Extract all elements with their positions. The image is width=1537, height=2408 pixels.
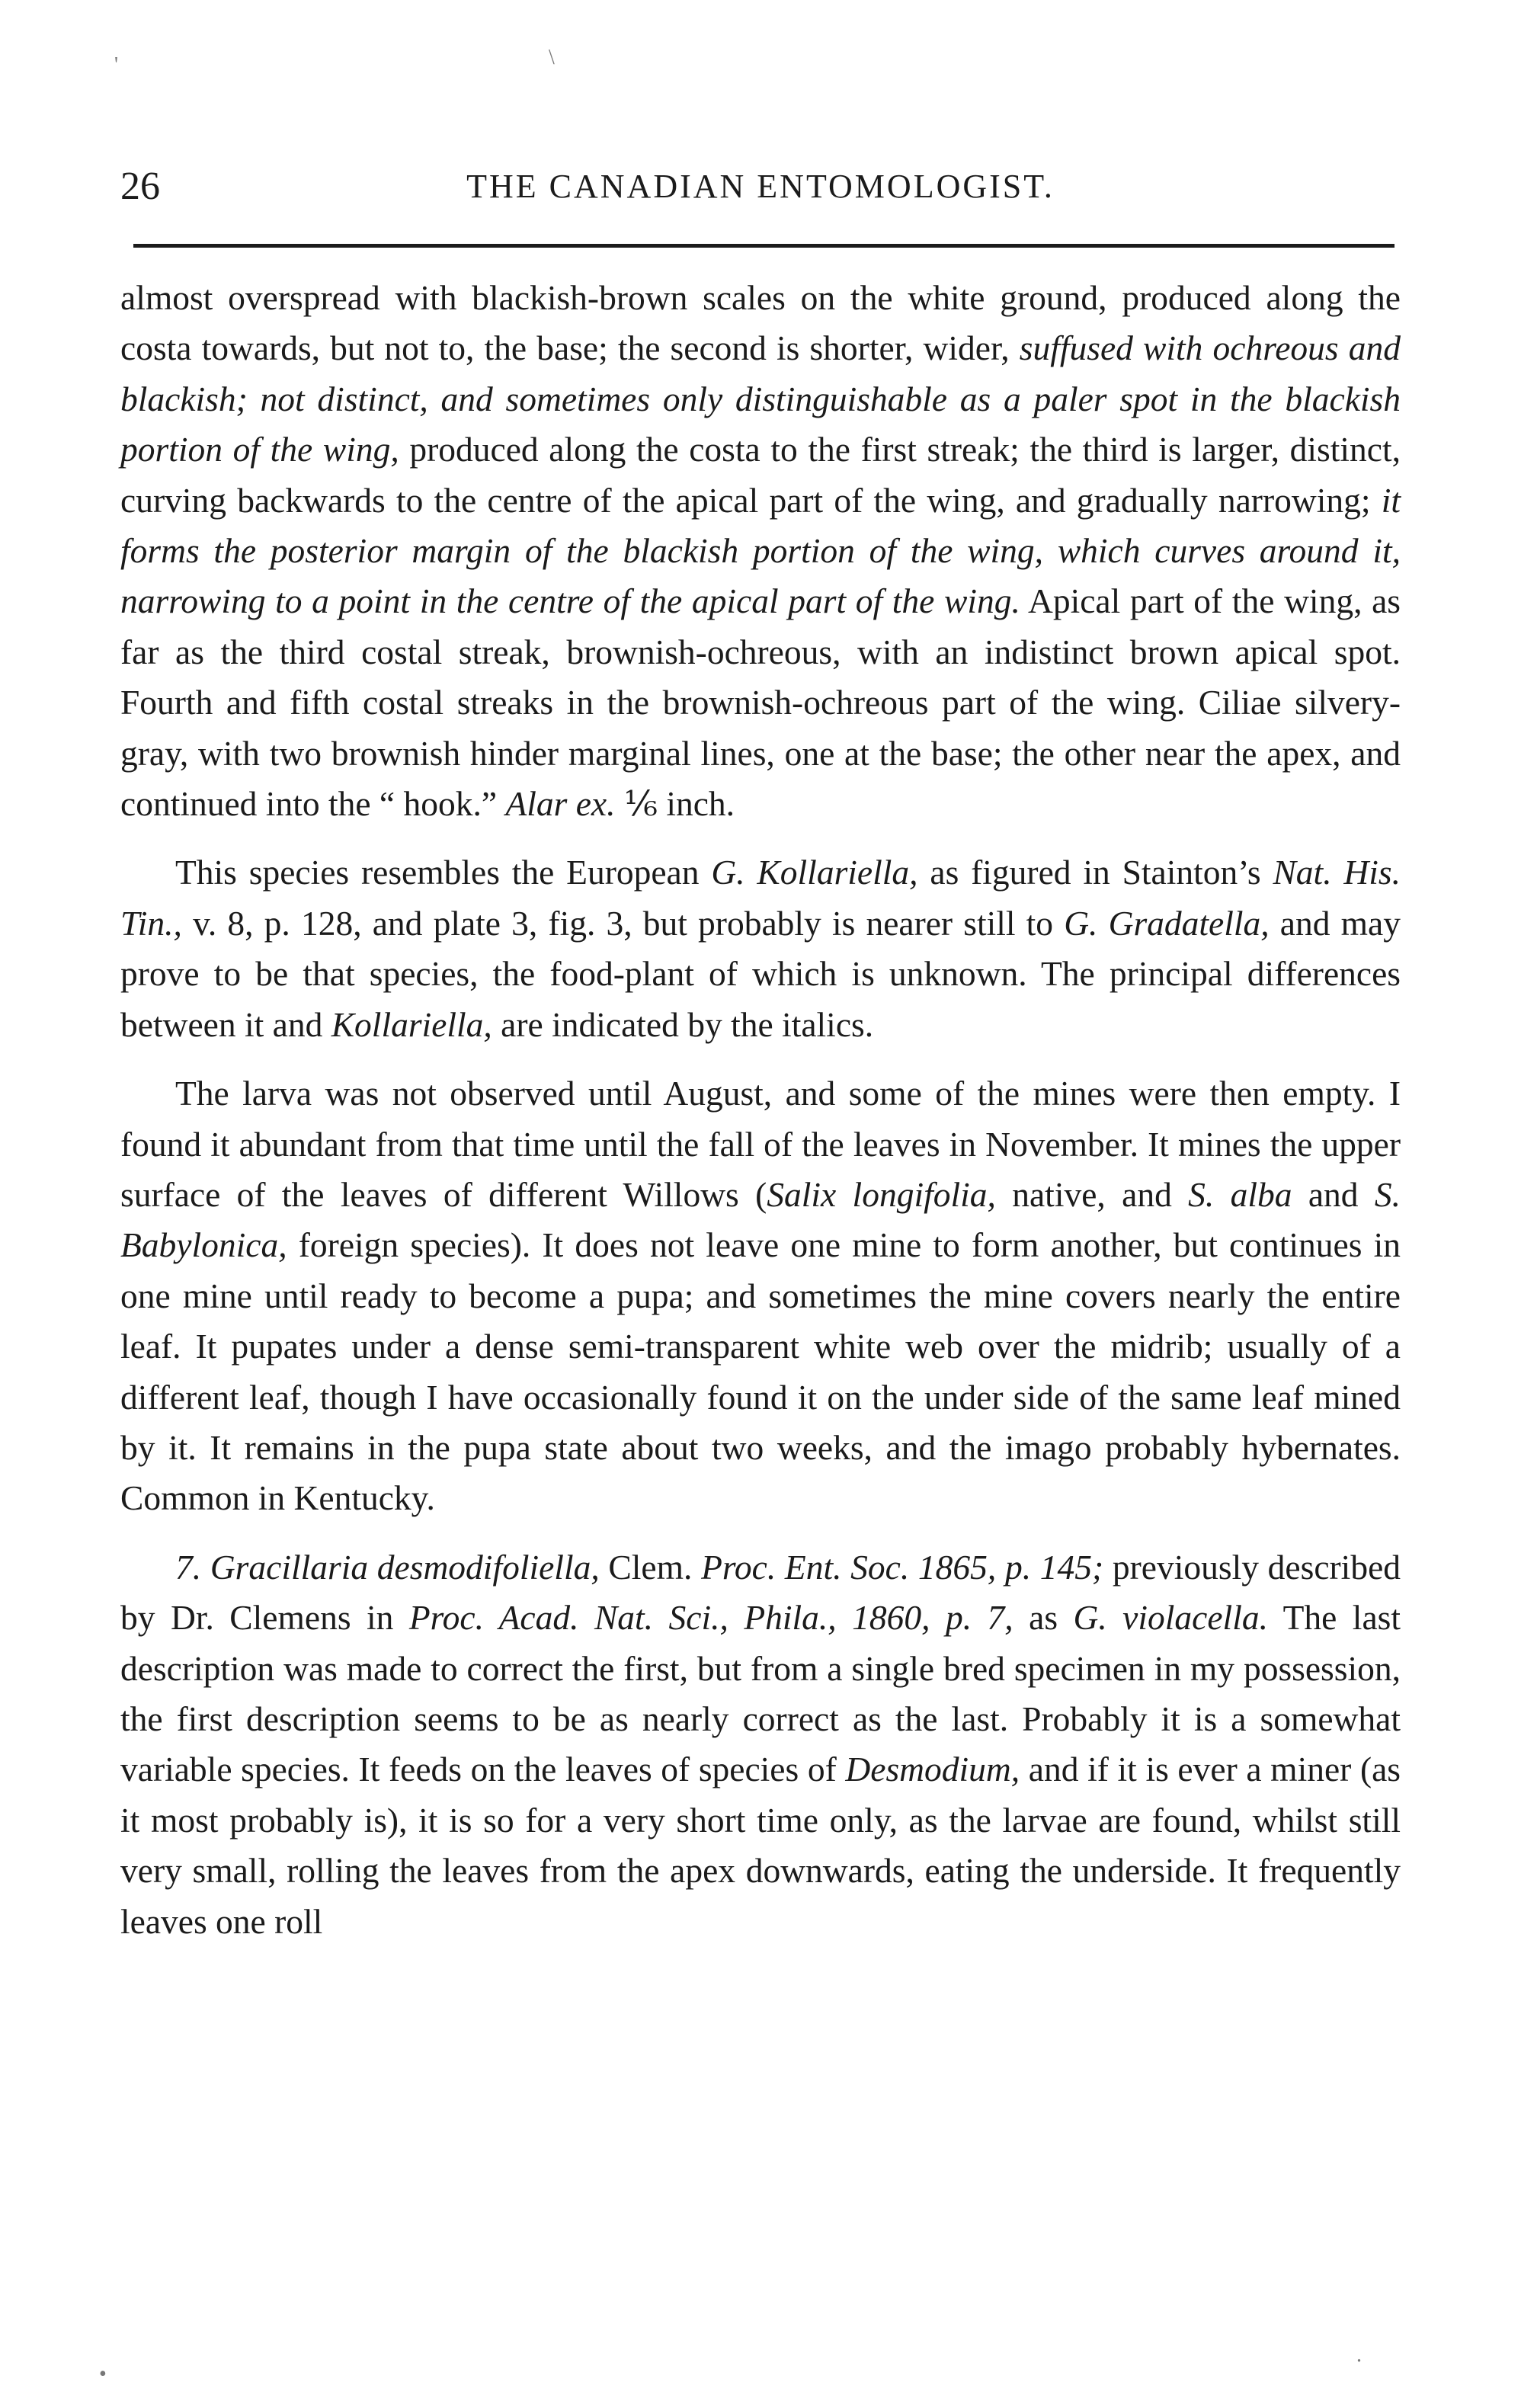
page-number: 26 (120, 165, 160, 208)
ink-speck: ' (114, 53, 119, 77)
text-run: almost overspread with blackish-brown scales on the white ground, produced along the costa towards, but not to, the base; the second is shorter, wider, (120, 278, 1401, 368)
italic-text: Salix longifolia, (767, 1174, 996, 1214)
text-run: Apical part of the wing, as far as the third costal streak, brownish-ochreous, with an indistinct brown apical spot. Fourth and fifth costal streaks in the brownish-ochreous part of the wing. Ciliae silvery-gray, with two brownish hinder marginal lines, one at the base; the other near the apex, and continued into the “ hook.” (120, 581, 1401, 824)
paragraph (120, 1542, 1401, 1947)
italic-text: G. violacella. (1073, 1598, 1268, 1638)
text-run: v. 8, p. 128, and plate 3, fig. 3, but probably is nearer still to (181, 903, 1065, 943)
paragraph (120, 1068, 1401, 1524)
italic-text: suffused with ochreous and blackish; not distinct, and sometimes only distinguishable as a paler spot in the blackish portion of the wing, (120, 328, 1401, 469)
text-run: ⅙ inch. (615, 784, 735, 824)
ink-speck: \ (549, 46, 555, 69)
text-run: foreign species). It does not leave one mine to form another, but continues in one mine until ready to become a pupa; and sometimes the mine covers nearly the entire leaf. It pupates under a dense semi-transparent white web over the midrib; usually of a different leaf, though I have occasionally found it on the under side of the same leaf mined by it. It remains in the pupa state about two weeks, and the imago probably hybernates. Common in Kentucky. (120, 1225, 1401, 1518)
text-run: Clem. (599, 1547, 702, 1587)
text-run: and if it is ever a miner (as it most probably is), it is so for a very short time only, as the larvae are found, whilst still very small, rolling the leaves from the apex downwards, eating the underside. It frequently leaves one roll (120, 1750, 1401, 1941)
text-run: are indicated by the italics. (492, 1004, 874, 1044)
italic-text: it forms the posterior margin of the blackish portion of the wing, which curves around it, narrowing to a point in the centre of the apical part of the wing. (120, 480, 1401, 621)
running-title: THE CANADIAN ENTOMOLOGIST. (466, 168, 1055, 205)
text-run: and may prove to be that species, the food-plant of which is unknown. The principal differences between it and (120, 903, 1401, 1044)
italic-text: Alar ex. (505, 784, 616, 824)
header-rule (133, 244, 1395, 248)
page-header (120, 156, 1401, 217)
paragraph (120, 847, 1401, 1050)
italic-text: Proc. Acad. Nat. Sci., Phila., 1860, p. 7, (408, 1598, 1013, 1638)
italic-text: Proc. Ent. Soc. 1865, p. 145; (701, 1547, 1104, 1587)
text-run: The last description was made to correct the first, but from a single bred specimen in my possession, the first description seems to be as nearly correct as the last. Probably it is a somewhat variable species. It feeds on the leaves of species of (120, 1598, 1401, 1789)
ink-speck: • (99, 2362, 107, 2386)
text-run: produced along the costa to the first streak; the third is larger, distinct, curving backwards to the centre of the apical part of the wing, and gradually narrowing; (120, 430, 1401, 520)
italic-text: Desmodium, (845, 1750, 1020, 1789)
text-run: as figured in Stainton’s (917, 853, 1273, 892)
text-run: native, and (995, 1174, 1189, 1214)
ink-speck: . (1356, 2343, 1362, 2367)
text-run: and (1292, 1174, 1375, 1214)
text-run: The larva was not observed until August, and some of the mines were then empty. I found it abundant from that time until the fall of the leaves in November. It mines the upper surface of the leaves of different Willows ( (120, 1074, 1401, 1214)
italic-text: 7. Gracillaria desmodifoliella, (175, 1547, 600, 1587)
italic-text: S. alba (1188, 1174, 1292, 1214)
text-run: as (1013, 1598, 1074, 1638)
text-run: previously described by Dr. Clemens in (120, 1547, 1401, 1638)
paragraph (120, 273, 1401, 829)
italic-text: S. Babylonica, (120, 1174, 1401, 1265)
body-text (120, 273, 1401, 1965)
italic-text: Nat. His. Tin., (120, 853, 1401, 943)
italic-text: Kollariella, (331, 1004, 492, 1044)
italic-text: G. Gradatella, (1064, 903, 1270, 943)
text-run: This species resembles the European (175, 853, 712, 892)
italic-text: G. Kollariella, (711, 853, 918, 892)
